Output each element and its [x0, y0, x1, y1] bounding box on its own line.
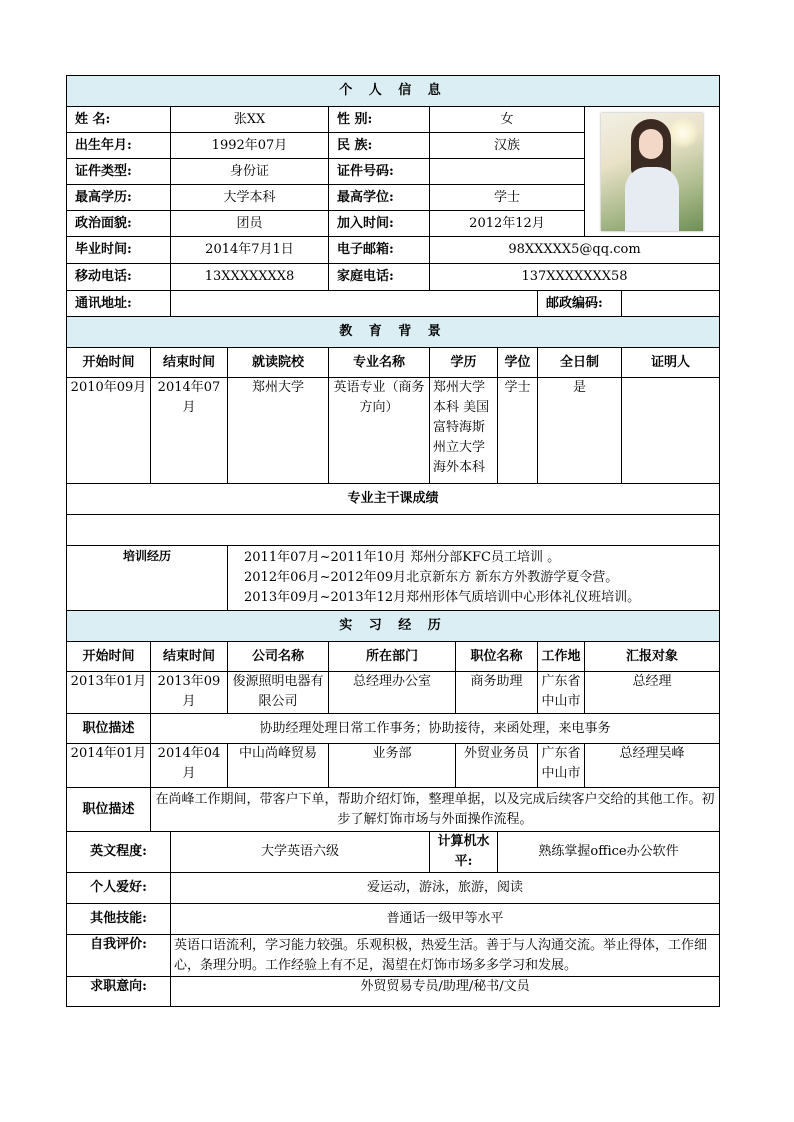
training-label: 培训经历	[67, 546, 228, 611]
table-row	[67, 744, 720, 788]
job1-report-to: 总经理	[585, 672, 720, 714]
home-phone-label: 家庭电话:	[329, 264, 430, 291]
edu-col-reference: 证明人	[622, 348, 720, 378]
hobby-label: 个人爱好:	[67, 873, 171, 904]
postcode-label: 邮政编码:	[538, 291, 622, 317]
courses-value	[67, 515, 720, 546]
internship-column-headers	[67, 642, 720, 672]
edu-major: 英语专业（商务方向）	[329, 378, 430, 484]
job2-location: 广东省中山市	[538, 744, 585, 788]
job2-start: 2014年01月	[67, 744, 151, 788]
id-type-value: 身份证	[171, 159, 329, 185]
other-skills-value: 普通话一级甲等水平	[171, 904, 720, 935]
job1-start: 2013年01月	[67, 672, 151, 714]
job-col-department: 所在部门	[329, 642, 456, 672]
politics-value: 团员	[171, 211, 329, 237]
address-value	[171, 291, 538, 317]
english-value: 大学英语六级	[171, 832, 430, 873]
edu-col-degree: 学位	[498, 348, 538, 378]
self-eval-value: 英语口语流利，学习能力较强。乐观积极，热爱生活。善于与人沟通交流。举止得体，工作细心，条理分明。工作经验上有不足，渴望在灯饰市场多多学习和发展。	[171, 935, 720, 977]
objective-value: 外贸贸易专员/助理/秘书/文员	[171, 977, 720, 1007]
birth-label: 出生年月:	[67, 133, 171, 159]
job1-desc-label: 职位描述	[67, 714, 151, 744]
email-value: 98XXXXX5@qq.com	[430, 237, 720, 264]
politics-label: 政治面貌:	[67, 211, 171, 237]
hobby-value: 爱运动，游泳，旅游，阅读	[171, 873, 720, 904]
self-eval-row	[67, 935, 720, 977]
email-label: 电子邮箱:	[329, 237, 430, 264]
list-item: 2012年06月~2012年09月北京新东方 新东方外教游学夏令营。	[244, 570, 619, 585]
degree-label: 最高学位:	[329, 185, 430, 211]
other-skills-label: 其他技能:	[67, 904, 171, 935]
objective-label: 求职意向:	[67, 977, 171, 1007]
computer-value: 熟练掌握office办公软件	[498, 832, 720, 873]
computer-label: 计算机水平:	[430, 832, 498, 873]
edu-fulltime: 是	[538, 378, 622, 484]
edu-degree: 学士	[498, 378, 538, 484]
english-label: 英文程度:	[67, 832, 171, 873]
self-eval-label: 自我评价:	[67, 935, 171, 977]
name-value: 张XX	[171, 107, 329, 133]
gender-label: 性 别:	[329, 107, 430, 133]
job-col-report-to: 汇报对象	[585, 642, 720, 672]
ethnicity-value: 汉族	[430, 133, 585, 159]
edu-start: 2010年09月	[67, 378, 151, 484]
birth-value: 1992年07月	[171, 133, 329, 159]
table-row	[67, 672, 720, 714]
objective-row	[67, 977, 720, 1007]
education-header	[67, 317, 720, 348]
edu-col-major: 专业名称	[329, 348, 430, 378]
internship-header	[67, 611, 720, 642]
portrait-photo-icon	[601, 113, 703, 231]
mobile-label: 移动电话:	[67, 264, 171, 291]
job1-position: 商务助理	[456, 672, 538, 714]
mobile-value: 13XXXXXXX8	[171, 264, 329, 291]
table-row	[67, 378, 720, 484]
job2-position: 外贸业务员	[456, 744, 538, 788]
education-column-headers	[67, 348, 720, 378]
list-item: 2013年09月~2013年12月郑州形体气质培训中心形体礼仪班培训。	[244, 590, 641, 605]
other-skills-row	[67, 904, 720, 935]
edu-col-start: 开始时间	[67, 348, 151, 378]
home-phone-value: 137XXXXXXX58	[430, 264, 720, 291]
edu-col-level: 学历	[430, 348, 498, 378]
education-value: 大学本科	[171, 185, 329, 211]
id-type-label: 证件类型:	[67, 159, 171, 185]
edu-col-school: 就读院校	[228, 348, 329, 378]
english-row	[67, 832, 720, 873]
join-date-value: 2012年12月	[430, 211, 585, 237]
job-col-position: 职位名称	[456, 642, 538, 672]
list-item: 2011年07月~2011年10月 郑州分部KFC员工培训 。	[244, 550, 561, 565]
education-label: 最高学历:	[67, 185, 171, 211]
photo-cell	[585, 107, 720, 237]
job1-desc: 协助经理处理日常工作事务；协助接待，来函处理，来电事务	[151, 714, 720, 744]
section-title-education: 教 育 背 景	[67, 317, 720, 348]
courses-title: 专业主干课成绩	[67, 484, 720, 515]
job-col-company: 公司名称	[228, 642, 329, 672]
job2-desc: 在尚峰工作期间，带客户下单，帮助介绍灯饰，整理单据，以及完成后续客户交给的其他工作。初步了解灯饰市场与外面操作流程。	[151, 788, 720, 832]
section-title-personal: 个 人 信 息	[67, 76, 720, 107]
edu-reference	[622, 378, 720, 484]
training-row	[67, 546, 720, 611]
job-col-location: 工作地	[538, 642, 585, 672]
graduation-value: 2014年7月1日	[171, 237, 329, 264]
job2-desc-row	[67, 788, 720, 832]
training-list	[228, 546, 720, 611]
job1-department: 总经理办公室	[329, 672, 456, 714]
gender-value: 女	[430, 107, 585, 133]
degree-value: 学士	[430, 185, 585, 211]
address-label: 通讯地址:	[67, 291, 171, 317]
hobby-row	[67, 873, 720, 904]
job2-desc-label: 职位描述	[67, 788, 151, 832]
job2-end: 2014年04月	[151, 744, 228, 788]
section-title-internship: 实 习 经 历	[67, 611, 720, 642]
id-number-label: 证件号码:	[329, 159, 430, 185]
postcode-value	[622, 291, 720, 317]
edu-level: 郑州大学本科 美国富特海斯州立大学海外本科	[430, 378, 498, 484]
job2-company: 中山尚峰贸易	[228, 744, 329, 788]
job1-desc-row	[67, 714, 720, 744]
job-col-end: 结束时间	[151, 642, 228, 672]
edu-col-end: 结束时间	[151, 348, 228, 378]
edu-col-fulltime: 全日制	[538, 348, 622, 378]
personal-info-header	[67, 76, 720, 107]
ethnicity-label: 民 族:	[329, 133, 430, 159]
join-date-label: 加入时间:	[329, 211, 430, 237]
job2-report-to: 总经理吴峰	[585, 744, 720, 788]
courses-row	[67, 515, 720, 546]
graduation-label: 毕业时间:	[67, 237, 171, 264]
job-col-start: 开始时间	[67, 642, 151, 672]
job1-location: 广东省中山市	[538, 672, 585, 714]
job2-department: 业务部	[329, 744, 456, 788]
edu-school: 郑州大学	[228, 378, 329, 484]
name-label: 姓 名:	[67, 107, 171, 133]
job1-end: 2013年09月	[151, 672, 228, 714]
courses-header	[67, 484, 720, 515]
id-number-value	[430, 159, 585, 185]
resume-table	[66, 75, 720, 1007]
edu-end: 2014年07月	[151, 378, 228, 484]
job1-company: 俊源照明电器有限公司	[228, 672, 329, 714]
